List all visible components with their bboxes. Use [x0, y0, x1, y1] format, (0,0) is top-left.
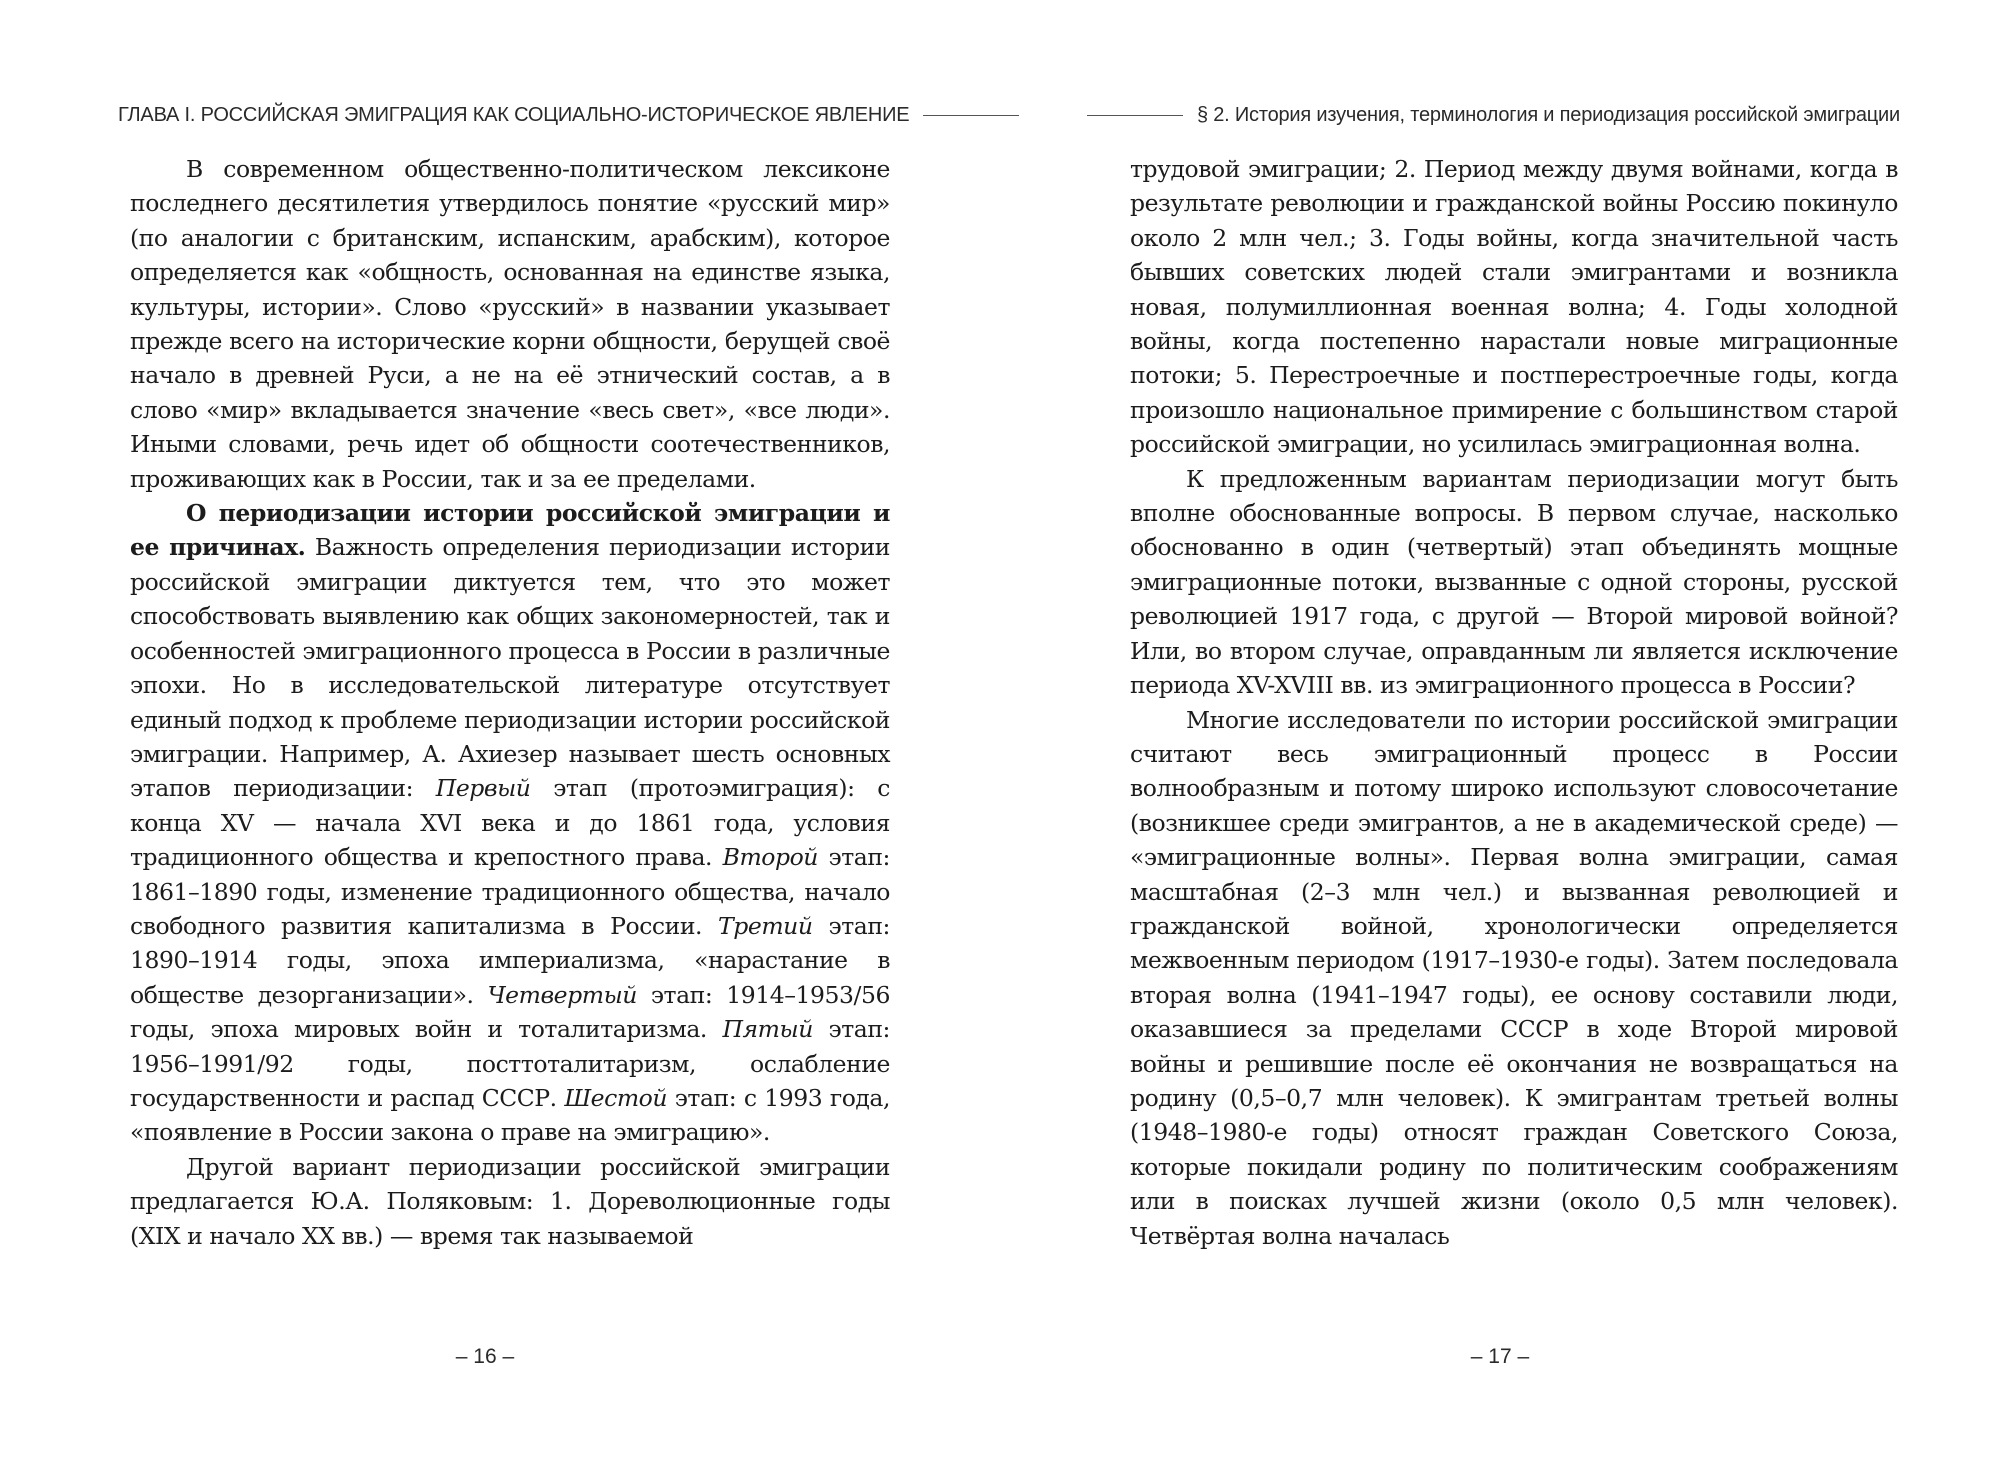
page-number-left: – 16 – [455, 1345, 515, 1368]
header-rule [1087, 115, 1183, 116]
page-number-right: – 17 – [1470, 1345, 1530, 1368]
right-page [1000, 0, 2000, 1473]
body-text-left [130, 152, 890, 1253]
chapter-title: ГЛАВА I. РОССИЙСКАЯ ЭМИГРАЦИЯ КАК СОЦИАЛЬНО-ИСТОРИЧЕСКОЕ ЯВЛЕНИЕ [118, 104, 910, 126]
paragraph: В современном общественно-политическом лексиконе последнего десятилетия утвердилось понятие «русский мир» (по аналогии с британским, испанским, арабским), которое определяется как «общность, основанная на единстве языка, культуры, истории». Слово «русский» в названии указывает прежде всего на исторические корни общности, берущей своё начало в древней Руси, а не на её этнический состав, а в слово «мир» вкладывается значение «весь свет», «все люди». Иными словами, речь идет об общности соотечественников, проживающих как в России, так и за ее пределами. [130, 155, 890, 493]
paragraph: О периодизации истории российской эмиграции и ее причинах. Важность определения периодизации истории российской эмиграции диктуется тем, что это может способствовать выявлению как общих закономерностей, так и особенностей эмиграционного процесса в России в различные эпохи. Но в исследовательской литературе отсутствует единый подход к проблеме периодизации истории российской эмиграции. Например, А. Ахиезер называет шесть основных этапов периодизации: Первый этап (протоэмиграция): с конца XV — начала XVI века и до 1861 года, условия традиционного общества и крепостного права. Второй этап: 1861–1890 годы, изменение традиционного общества, начало свободного развития капитализма в России. Третий этап: 1890–1914 годы, эпоха империализма, «нарастание в обществе дезорганизации». Четвертый этап: 1914–1953/56 годы, эпоха мировых войн и тоталитаризма. Пятый этап: 1956–1991/92 годы, посттоталитаризм, ослабление государственности и распад СССР. Шестой этап: с 1993 года, «появление в России закона о праве на эмиграцию». [130, 499, 891, 1147]
section-heading: О периодизации истории российской эмиграции и ее причинах. [130, 499, 890, 562]
paragraph: К предложенным вариантам периодизации могут быть вполне обоснованные вопросы. В первом случае, насколько обоснованно в один (четвертый) этап объединять мощные эмиграционные потоки, вызванные с одной стороны, русской революцией 1917 года, с другой — Второй мировой войной? Или, во втором случае, оправданным ли является исключение периода XV-XVIII вв. из эмиграционного процесса в России? [1130, 464, 1898, 700]
body-text-right [1130, 152, 1898, 1253]
paragraph: Многие исследователи по истории российской эмиграции считают весь эмиграционный процесс в России волнообразным и потому широко используют словосочетание (возникшее среди эмигрантов, а не в академической среде) — «эмиграционные волны». Первая волна эмиграции, самая масштабная (2–3 млн чел.) и вызванная революцией и гражданской войной, хронологически определяется межвоенным периодом (1917–1930-е годы). Затем последовала вторая волна (1941–1947 годы), ее основу составили люди, оказавшиеся за пределами СССР в ходе Второй мировой войны и решившие после её окончания не возвращаться на родину (0,5–0,7 млн человек). К эмигрантам третьей волны (1948–1980-е годы) относят граждан Советского Союза, которые покидали родину по политическим соображениям или в поисках лучшей жизни (около 0,5 млн человек). Четвёртая волна началась [1130, 705, 1898, 1250]
running-head-right [1087, 104, 1900, 127]
section-title: § 2. История изучения, терминология и периодизация российской эмиграции [1196, 104, 1900, 126]
paragraph: трудовой эмиграции; 2. Период между двумя войнами, когда в результате революции и гражданской войны Россию покинуло около 2 млн чел.; 3. Годы войны, когда значительной часть бывших советских людей стали эмигрантами и возникла новая, полумиллионная военная волна; 4. Годы холодной войны, когда постепенно нарастали новые миграционные потоки; 5. Перестроечные и постперестроечные годы, когда произошло национальное примирение с большинством старой российской эмиграции, но усилилась эмиграционная волна. [1130, 155, 1898, 459]
paragraph: Другой вариант периодизации российской эмиграции предлагается Ю.А. Поляковым: 1. Дореволюционные годы (XIX и начало XX вв.) — время так называемой [130, 1152, 890, 1250]
running-head-left [118, 104, 1019, 127]
